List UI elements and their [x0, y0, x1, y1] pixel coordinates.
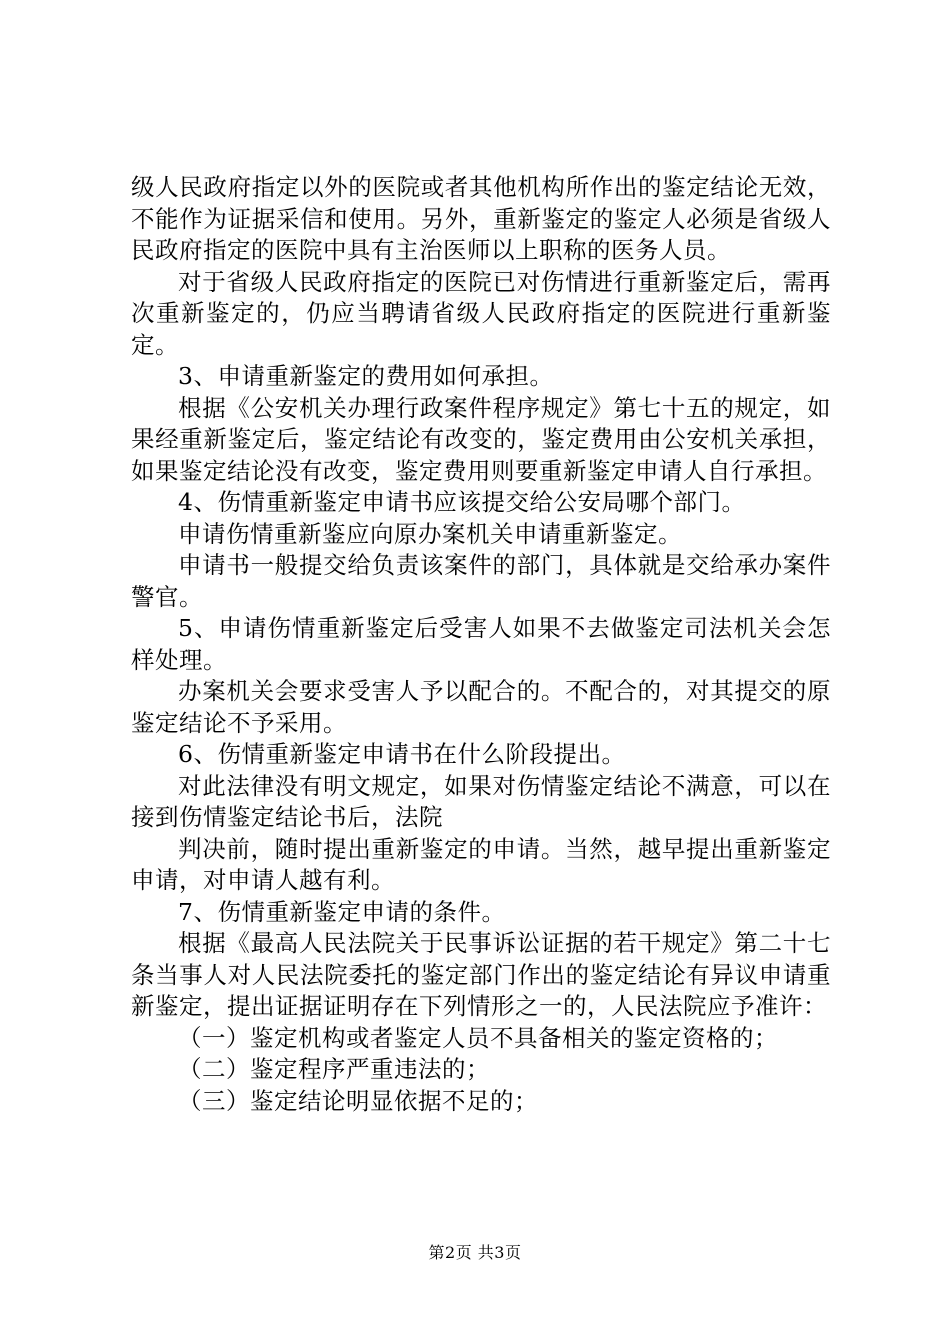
- section-heading: 5、申请伤情重新鉴定后受害人如果不去做鉴定司法机关会怎样处理。: [131, 614, 831, 674]
- paragraph: 级人民政府指定以外的医院或者其他机构所作出的鉴定结论无效，不能作为证据采信和使用。另外，重新鉴定的鉴定人必须是省级人民政府指定的医院中具有主治医师以上职称的医务人员。: [131, 173, 831, 264]
- document-body: [131, 172, 831, 1117]
- page-number-footer: 第2页 共3页: [428, 1243, 522, 1262]
- paragraph: 对此法律没有明文规定，如果对伤情鉴定结论不满意，可以在接到伤情鉴定结论书后，法院: [131, 771, 831, 831]
- list-item: （三）鉴定结论明显依据不足的；: [178, 1086, 538, 1115]
- list-item: （二）鉴定程序严重违法的；: [178, 1055, 490, 1083]
- paragraph: 申请书一般提交给负责该案件的部门，具体就是交给承办案件警官。: [131, 551, 831, 611]
- paragraph: 对于省级人民政府指定的医院已对伤情进行重新鉴定后，需再次重新鉴定的，仍应当聘请省级人民政府指定的医院进行重新鉴定。: [131, 267, 831, 359]
- paragraph: 根据《最高人民法院关于民事诉讼证据的若干规定》第二十七条当事人对人民法院委托的鉴定部门作出的鉴定结论有异议申请重新鉴定，提出证据证明存在下列情形之一的，人民法院应予准许：: [131, 929, 831, 1020]
- section-heading: 6、伤情重新鉴定申请书在什么阶段提出。: [178, 740, 626, 768]
- section-heading: 7、伤情重新鉴定申请的条件。: [178, 897, 506, 926]
- section-heading: 3、申请重新鉴定的费用如何承担。: [178, 362, 554, 390]
- paragraph: 申请伤情重新鉴应向原办案机关申请重新鉴定。: [178, 519, 682, 548]
- paragraph: 判决前，随时提出重新鉴定的申请。当然，越早提出重新鉴定申请，对申请人越有利。: [131, 834, 831, 894]
- list-item: （一）鉴定机构或者鉴定人员不具备相关的鉴定资格的；: [178, 1023, 778, 1052]
- paragraph: 办案机关会要求受害人予以配合的。不配合的，对其提交的原鉴定结论不予采用。: [131, 677, 831, 737]
- section-heading: 4、伤情重新鉴定申请书应该提交给公安局哪个部门。: [178, 488, 746, 516]
- paragraph: 根据《公安机关办理行政案件程序规定》第七十五的规定，如果经重新鉴定后，鉴定结论有改变的，鉴定费用由公安机关承担，如果鉴定结论没有改变，鉴定费用则要重新鉴定申请人自行承担。: [131, 393, 831, 485]
